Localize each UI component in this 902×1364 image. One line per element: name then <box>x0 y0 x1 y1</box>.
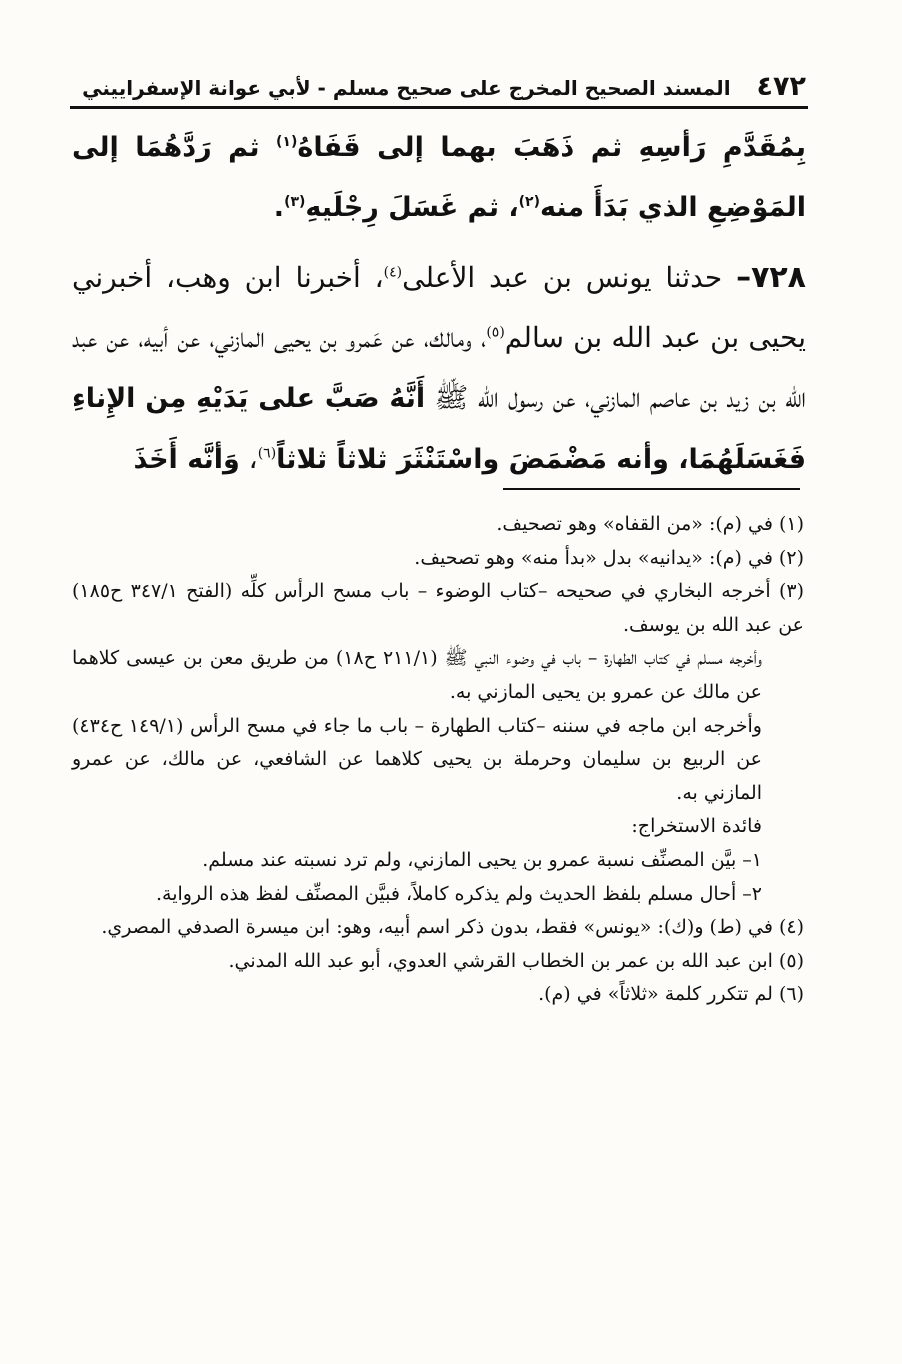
hadith-continuation <box>72 118 806 238</box>
text-span: . <box>273 192 285 223</box>
footnote-3-benefit-heading: فائدة الاستخراج: <box>631 815 762 838</box>
footnote-ref-6: (٦) <box>257 445 277 462</box>
footnote-3-benefit-1: ١– بيَّن المصنِّف نسبة عمرو بن يحيى المازني، ولم ترد نسبته عند مسلم. <box>202 848 762 871</box>
hadith-728 <box>72 248 806 490</box>
header-rule <box>70 106 808 109</box>
footnote-2: (٢) في (م): «يدانيه» بدل «بدأ منه» وهو تصحيف. <box>414 546 804 569</box>
text-span: ، ثم غَسَلَ رِجْلَيهِ <box>305 192 519 223</box>
footnote-1: (١) في (م): «من القفاه» وهو تصحيف. <box>496 513 804 535</box>
footnote-3-muslim: وأخرجه مسلم في كتاب الطهارة – باب في وضوء النبي ﷺ (٢١١/١ ح١٨) من طريق معن بن عيسى كلاهما عن مالك عن عمرو بن يحيى المازني به. <box>72 647 762 703</box>
text-span: ، ومالك، عن عَمرو بن يحيى المازني، عن أبيه، عن عبد الله بن زيد بن عاصم المازني، عن رسول الله ﷺ <box>72 321 807 414</box>
footnote-ref-1: (١) <box>276 134 298 150</box>
matn-text: وَأنَّه أَخَذَ <box>133 444 240 475</box>
text-span: ، <box>239 442 258 475</box>
text-span: حدثنا يونس بن عبد الأعلى <box>402 261 737 294</box>
footnote-6: (٦) لم تتكرر كلمة «ثلاثاً» في (م). <box>538 983 804 1006</box>
hadith-number: ٧٢٨– <box>736 260 806 295</box>
footnote-ref-3: (٣) <box>284 194 306 210</box>
footnote-5: (٥) ابن عبد الله بن عمر بن الخطاب القرشي العدوي، أبو عبد الله المدني. <box>228 949 804 972</box>
text-span: ، أخبرنا ابن وهب، أخبرني يحيى بن عبد الله بن سالم <box>72 261 807 354</box>
footnotes <box>72 508 804 1012</box>
main-text <box>72 118 806 490</box>
running-header <box>70 66 806 102</box>
text-span: بِمُقَدَّمِ رَأسِهِ ثم ذَهَبَ بهما إلى قَفَاهُ <box>297 132 806 163</box>
page-number: ٤٧٢ <box>756 71 806 102</box>
text-span: ثم رَدَّهُمَا إلى المَوْضِعِ الذي بَدَأَ منه <box>72 132 806 223</box>
footnote-ref-4: (٤) <box>383 264 403 281</box>
footnote-3-ibn-majah: وأخرجه ابن ماجه في سننه –كتاب الطهارة – باب ما جاء في مسح الرأس (١٤٩/١ ح٤٣٤) عن الربيع بن سليمان وحرملة بن يحيى كلاهما عن الشافعي، عن مالك، عن عمرو المازني به. <box>72 714 762 804</box>
footnote-ref-2: (٢) <box>518 194 540 210</box>
footnote-3: (٣) أخرجه البخاري في صحيحه –كتاب الوضوء – باب مسح الرأس كلِّه (الفتح ٣٤٧/١ ح١٨٥) عن عبد الله بن يوسف. <box>72 580 804 636</box>
book-title: المسند الصحيح المخرج على صحيح مسلم - لأبي عوانة الإسفراييني <box>82 76 731 100</box>
footnote-3-benefit-2: ٢– أحال مسلم بلفظ الحديث ولم يذكره كاملاً، فبيَّن المصنِّف لفظ هذه الرواية. <box>155 882 762 905</box>
matn-text: أَنَّهُ صَبَّ على يَدَيْهِ مِن الإِناءِ فَغَسَلَهُمَا، وأنه مَضْمَضَ واسْتَنْثَرَ ثلاثاً ثلاثاً <box>72 383 806 475</box>
footnote-separator <box>503 488 800 490</box>
footnote-ref-5: (٥) <box>486 324 505 341</box>
footnote-4: (٤) في (ط) و(ك): «يونس» فقط، بدون ذكر اسم أبيه، وهو: ابن ميسرة الصدفي المصري. <box>101 916 804 939</box>
